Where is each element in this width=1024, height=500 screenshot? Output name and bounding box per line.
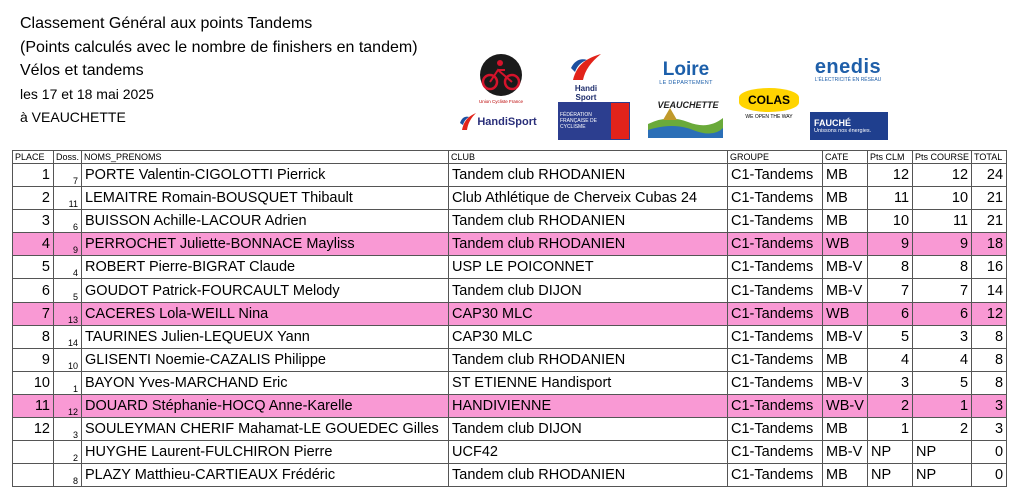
club-cell: Club Athlétique de Cherveix Cubas 24 [449,187,728,210]
cate-cell: MB-V [823,371,868,394]
total-cell: 3 [972,394,1007,417]
col-cate-header: CATE [823,151,868,164]
course-points-cell: 11 [913,210,972,233]
doss-cell: 8 [54,464,82,487]
total-cell: 18 [972,233,1007,256]
name-cell: PERROCHET Juliette-BONNACE Mayliss [82,233,449,256]
cate-cell: WB [823,302,868,325]
total-cell: 21 [972,210,1007,233]
clm-points-cell: 9 [868,233,913,256]
veauchette-landscape-icon [648,98,723,138]
place-cell: 1 [13,164,54,187]
col-place-header: PLACE [13,151,54,164]
table-row [13,348,1007,371]
place-cell: 2 [13,187,54,210]
group-cell: C1-Tandems [728,348,823,371]
course-points-cell: 1 [913,394,972,417]
course-points-cell: 4 [913,348,972,371]
course-points-cell: 8 [913,256,972,279]
colas-logo: COLAS WE OPEN THE WAY [735,85,803,123]
course-points-cell: 6 [913,302,972,325]
total-cell: 3 [972,418,1007,441]
table-header-row [13,151,1007,164]
cate-cell: WB [823,233,868,256]
name-cell: GLISENTI Noemie-CAZALIS Philippe [82,348,449,371]
place-cell [13,441,54,464]
course-points-cell: 10 [913,187,972,210]
group-cell: C1-Tandems [728,279,823,302]
col-doss-header: Doss. [54,151,82,164]
subtitle: (Points calculés avec le nombre de finishers en tandem) [20,38,418,56]
club-cell: CAP30 MLC [449,325,728,348]
clm-points-cell: 2 [868,394,913,417]
clm-points-cell: 7 [868,279,913,302]
club-cell: HANDIVIENNE [449,394,728,417]
table-row [13,418,1007,441]
name-cell: CACERES Lola-WEILL Nina [82,302,449,325]
total-cell: 0 [972,464,1007,487]
name-cell: HUYGHE Laurent-FULCHIRON Pierre [82,441,449,464]
doss-cell: 14 [54,325,82,348]
club-cell: USP LE POICONNET [449,256,728,279]
name-cell: TAURINES Julien-LEQUEUX Yann [82,325,449,348]
club-cell: Tandem club DIJON [449,418,728,441]
name-cell: ROBERT Pierre-BIGRAT Claude [82,256,449,279]
doss-cell: 12 [54,394,82,417]
tandem-bike-icon [460,50,542,106]
clm-points-cell: 12 [868,164,913,187]
total-cell: 12 [972,302,1007,325]
document-header [20,12,418,130]
handisport-mark-icon [565,52,607,84]
place-cell: 4 [13,233,54,256]
fauche-logo: FAUCHÉ Unissons nos énergies. [810,112,888,140]
doss-cell: 3 [54,418,82,441]
total-cell: 8 [972,325,1007,348]
doss-cell: 10 [54,348,82,371]
clm-points-cell: 1 [868,418,913,441]
total-cell: 16 [972,256,1007,279]
cate-cell: MB-V [823,279,868,302]
club-cell: Tandem club RHODANIEN [449,164,728,187]
name-cell: PLAZY Matthieu-CARTIEAUX Frédéric [82,464,449,487]
table-row [13,441,1007,464]
club-cell: UCF42 [449,441,728,464]
course-points-cell: 3 [913,325,972,348]
table-row [13,325,1007,348]
table-row [13,164,1007,187]
club-cell: Tandem club RHODANIEN [449,210,728,233]
total-cell: 0 [972,441,1007,464]
doss-cell: 1 [54,371,82,394]
group-cell: C1-Tandems [728,233,823,256]
course-points-cell: 5 [913,371,972,394]
col-course-header: Pts COURSE [913,151,972,164]
cate-cell: WB-V [823,394,868,417]
doss-cell: 7 [54,164,82,187]
name-cell: BUISSON Achille-LACOUR Adrien [82,210,449,233]
cate-cell: MB-V [823,256,868,279]
cate-cell: MB [823,164,868,187]
clm-points-cell: 11 [868,187,913,210]
table-row [13,233,1007,256]
group-cell: C1-Tandems [728,256,823,279]
name-cell: SOULEYMAN CHERIF Mahamat-LE GOUEDEC Gilles [82,418,449,441]
table-row [13,187,1007,210]
name-cell: DOUARD Stéphanie-HOCQ Anne-Karelle [82,394,449,417]
course-points-cell: NP [913,464,972,487]
table-row [13,464,1007,487]
course-points-cell: 12 [913,164,972,187]
cate-cell: MB [823,418,868,441]
group-cell: C1-Tandems [728,187,823,210]
loire-logo: Loire LE DÉPARTEMENT [659,59,713,86]
clm-points-cell: 8 [868,256,913,279]
veauchette-logo [648,98,723,138]
clm-points-cell: 10 [868,210,913,233]
course-points-cell: 7 [913,279,972,302]
results-body [13,164,1007,487]
total-cell: 24 [972,164,1007,187]
course-points-cell: 9 [913,233,972,256]
name-cell: PORTE Valentin-CIGOLOTTI Pierrick [82,164,449,187]
place-cell: 6 [13,279,54,302]
group-cell: C1-Tandems [728,302,823,325]
clm-points-cell: NP [868,464,913,487]
category-line: Vélos et tandems [20,62,144,79]
cate-cell: MB [823,187,868,210]
svg-text:VEAUCHETTE: VEAUCHETTE [657,100,719,110]
club-cell: Tandem club RHODANIEN [449,464,728,487]
date-line: les 17 et 18 mai 2025 [20,85,154,102]
doss-cell: 6 [54,210,82,233]
place-cell: 3 [13,210,54,233]
doss-cell: 13 [54,302,82,325]
results-table [12,150,1007,487]
club-cell: Tandem club RHODANIEN [449,348,728,371]
col-total-header: TOTAL [972,151,1007,164]
cate-cell: MB-V [823,325,868,348]
total-cell: 8 [972,371,1007,394]
total-cell: 14 [972,279,1007,302]
svg-text:Union Cycliste France: Union Cycliste France [478,99,524,104]
course-points-cell: 2 [913,418,972,441]
handisport-logo: Handi Sport [565,52,607,102]
club-cell: Tandem club RHODANIEN [449,233,728,256]
doss-cell: 4 [54,256,82,279]
table-row [13,210,1007,233]
group-cell: C1-Tandems [728,210,823,233]
clm-points-cell: 6 [868,302,913,325]
name-cell: LEMAITRE Romain-BOUSQUET Thibault [82,187,449,210]
clm-points-cell: 4 [868,348,913,371]
clm-points-cell: NP [868,441,913,464]
group-cell: C1-Tandems [728,394,823,417]
table-row [13,394,1007,417]
place-cell [13,464,54,487]
doss-cell: 11 [54,187,82,210]
col-group-header: GROUPE [728,151,823,164]
title: Classement Général aux points Tandems [20,15,313,32]
table-row [13,256,1007,279]
club-cell: Tandem club DIJON [449,279,728,302]
place-cell: 12 [13,418,54,441]
handisport-loire-logo: HandiSport [458,110,538,134]
col-name-header: NOMS_PRENOMS [82,151,449,164]
place-cell: 8 [13,325,54,348]
name-cell: GOUDOT Patrick-FOURCAULT Melody [82,279,449,302]
club-cell: CAP30 MLC [449,302,728,325]
enedis-logo: enedis L'ÉLECTRICITÉ EN RÉSEAU [814,56,882,83]
cate-cell: MB [823,464,868,487]
doss-cell: 5 [54,279,82,302]
course-points-cell: NP [913,441,972,464]
clm-points-cell: 3 [868,371,913,394]
total-cell: 21 [972,187,1007,210]
doss-cell: 9 [54,233,82,256]
group-cell: C1-Tandems [728,325,823,348]
location-line: à VEAUCHETTE [20,109,126,125]
group-cell: C1-Tandems [728,418,823,441]
cate-cell: MB [823,348,868,371]
cate-cell: MB-V [823,441,868,464]
place-cell: 10 [13,371,54,394]
group-cell: C1-Tandems [728,164,823,187]
col-clm-header: Pts CLM [868,151,913,164]
table-row [13,302,1007,325]
place-cell: 7 [13,302,54,325]
ucf-logo [460,50,542,106]
club-cell: ST ETIENNE Handisport [449,371,728,394]
name-cell: BAYON Yves-MARCHAND Eric [82,371,449,394]
col-club-header: CLUB [449,151,728,164]
group-cell: C1-Tandems [728,464,823,487]
doss-cell: 2 [54,441,82,464]
cate-cell: MB [823,210,868,233]
group-cell: C1-Tandems [728,441,823,464]
ffc-logo: FÉDÉRATION FRANÇAISE DE CYCLISME [558,102,630,140]
place-cell: 11 [13,394,54,417]
clm-points-cell: 5 [868,325,913,348]
table-row [13,371,1007,394]
table-row [13,279,1007,302]
handisport-small-icon [459,112,477,132]
place-cell: 5 [13,256,54,279]
place-cell: 9 [13,348,54,371]
group-cell: C1-Tandems [728,371,823,394]
total-cell: 8 [972,348,1007,371]
